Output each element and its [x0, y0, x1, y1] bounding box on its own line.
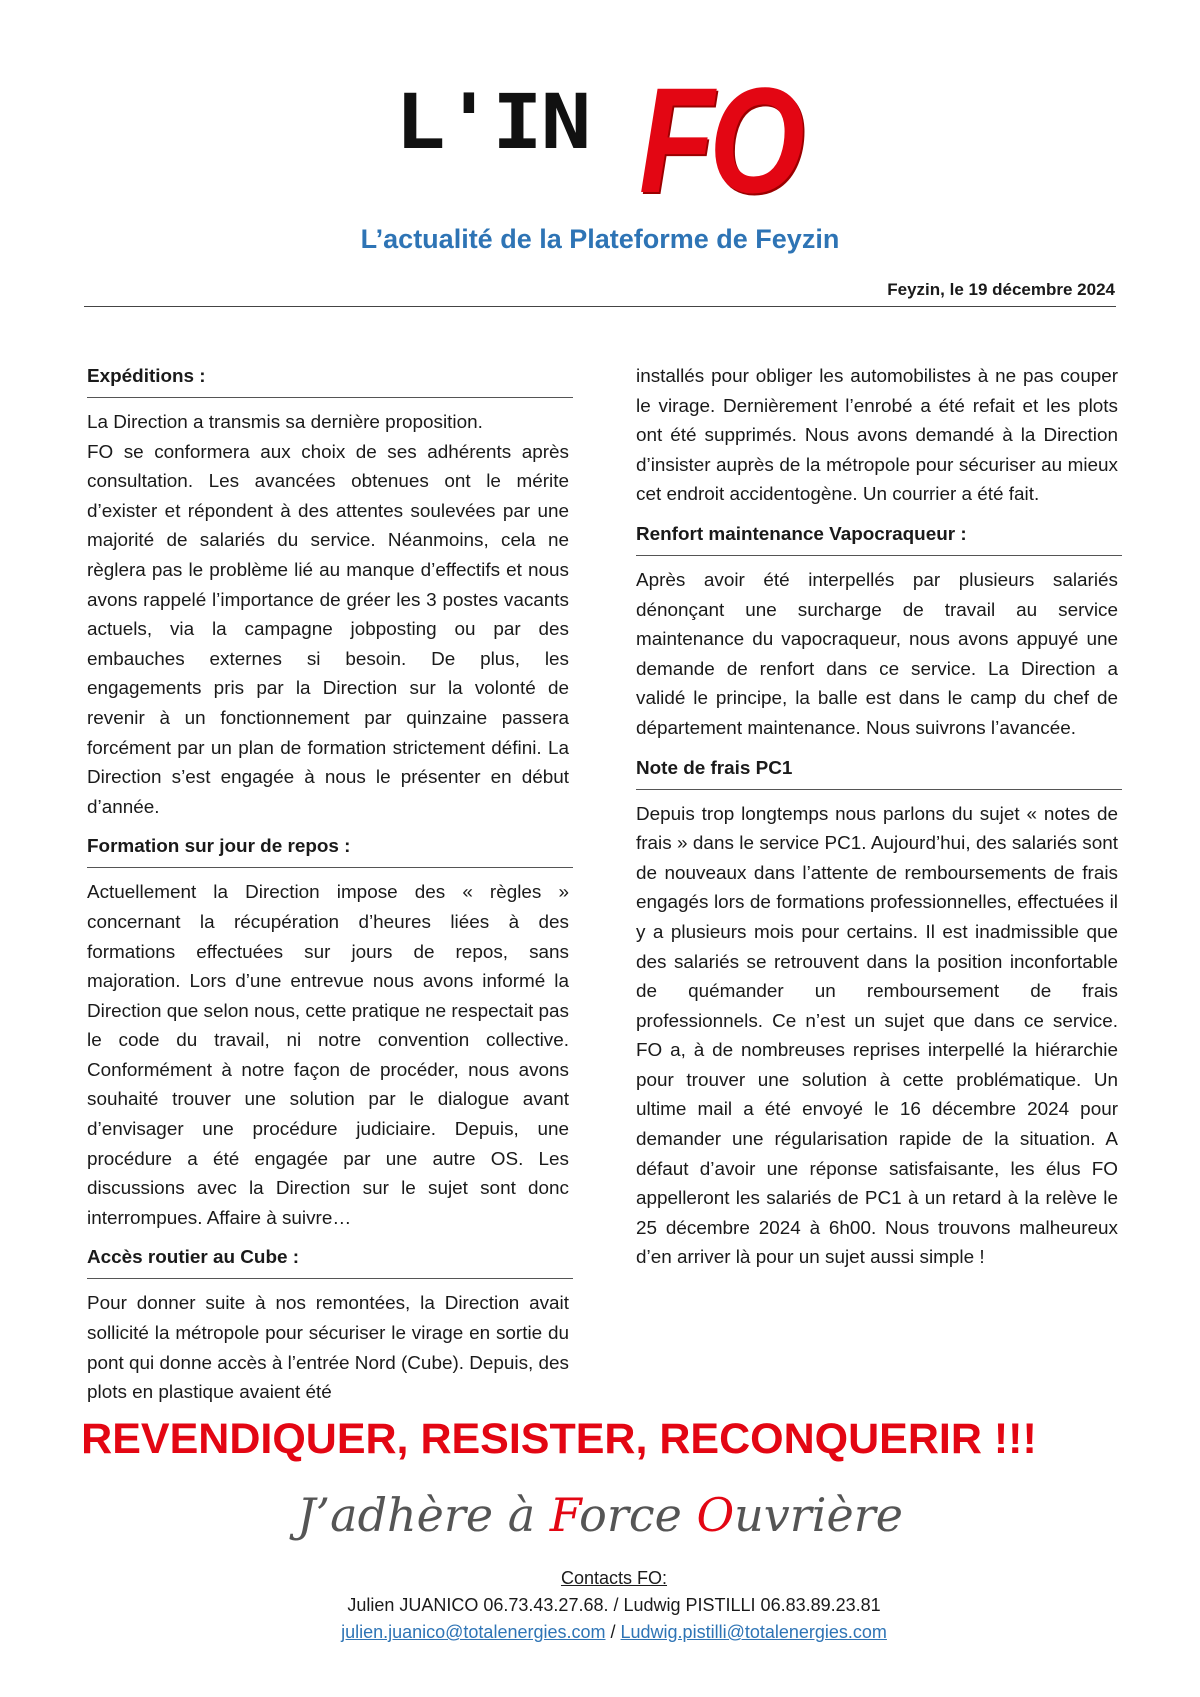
section-title-formation: Formation sur jour de repos : — [87, 832, 573, 868]
adhere-letter-o: O — [696, 1488, 735, 1542]
section-title-expeditions: Expéditions : — [87, 362, 573, 398]
adhere-letter-f: F — [549, 1488, 580, 1542]
adhere-part: J’adhère à — [297, 1488, 550, 1542]
left-column — [87, 362, 569, 1408]
section-text: Actuellement la Direction impose des « règles » concernant la récupération d’heures liées à des formations effectuées sur jours de repos, sans majoration. Lors d’une entrevue nous avons informé la Direction que selon nous, cette pratique ne respectait pas le code du travail, ni notre convention collective. Conformément à notre façon de procéder, nous avons souhaité trouver une solution par le dialogue avant d’envisager une procédure judiciaire. Depuis, une procédure a été engagée par une autre OS. Les discussions avec la Direction sur le sujet sont donc interrompues. Affaire à suivre… — [87, 882, 570, 1229]
header-divider — [84, 306, 1116, 307]
contacts-block — [0, 1565, 1200, 1646]
section-text: Depuis trop longtemps nous parlons du sujet « notes de frais » dans le service PC1. Aujourd’hui, des salariés sont de nouveaux dans l’attente de remboursements de frais engagés lors de formations professionnelles, effectuées il y a plusieurs mois pour certains. Il est inadmissible que des salariés se retrouvent dans la position inconfortable de quémander un remboursement de frais professionnels. Ce n’est un sujet que dans ce service. FO a, à de nombreuses reprises interpellé la hiérarchie pour trouver une solution à cette problématique. Un ultime mail a été envoyé le 16 décembre 2024 pour demander une régularisation rapide de la situation. A défaut d’avoir une réponse satisfaisante, les élus FO appelleront les salariés de PC1 à un retard à la relève le 25 décembre 2024 à 6h00. Nous trouvons malheureux d’en arriver là pour un sujet aussi simple ! — [636, 803, 1118, 1269]
section-text: La Direction a transmis sa dernière proposition. — [87, 412, 483, 433]
right-column — [636, 362, 1118, 1273]
email-link-pistilli[interactable]: Ludwig.pistilli@totalenergies.com — [620, 1622, 887, 1642]
adhere-part: orce — [579, 1488, 697, 1542]
section-title-note-frais: Note de frais PC1 — [636, 754, 1122, 790]
logo-lin-text: L'IN — [395, 78, 590, 167]
section-text: FO se conformera aux choix de ses adhérents après consultation. Les avancées obtenues ont le mérite d’exister et répondent à des attentes soulevées par une majorité de salariés du service. Néanmoins, cela ne règlera pas le problème lié au manque d’effectifs et nous avons rappelé l’importance de gréer les 3 postes vacants actuels, via la campagne jobposting ou par des embauches externes si besoin. De plus, les engagements pris par la Direction sur la volonté de revenir à un fonctionnement par quinzaine passera forcément par un plan de formation strictement défini. La Direction s’est engagée à nous le présenter en début d’année. — [87, 441, 569, 818]
email-link-juanico[interactable]: julien.juanico@totalenergies.com — [341, 1622, 606, 1642]
section-text: Après avoir été interpellés par plusieurs salariés dénonçant une surcharge de travail au service maintenance du vapocraqueur, nous avons appuyé une demande de renfort dans ce service. La Direction a validé le principe, la balle est dans le camp du chef de département maintenance. Nous suivrons l’avancée. — [636, 569, 1118, 739]
slogan: REVENDIQUER, RESISTER, RECONQUERIR !!! — [81, 1415, 1037, 1463]
section-title-acces-cube: Accès routier au Cube : — [87, 1243, 573, 1279]
contacts-emails — [0, 1619, 1200, 1646]
email-separator: / — [605, 1622, 621, 1642]
section-text: Pour donner suite à nos remontées, la Direction avait sollicité la métropole pour sécuriser le virage en sortie du pont qui donne accès à l’entrée Nord (Cube). Depuis, des plots en plastique avaient été — [87, 1293, 569, 1404]
adhere-tagline — [0, 1488, 1200, 1542]
contacts-title: Contacts FO: — [560, 1568, 668, 1588]
dateline: Feyzin, le 19 décembre 2024 — [887, 280, 1115, 299]
logo-fo-text: FO — [639, 56, 800, 224]
section-title-renfort: Renfort maintenance Vapocraqueur : — [636, 520, 1122, 556]
linfo-logo — [395, 56, 805, 224]
section-text: installés pour obliger les automobilistes à ne pas couper le virage. Dernièrement l’enrobé a été refait et les plots ont été supprimés. Nous avons demandé à la Direction d’insister auprès de la métropole pour sécuriser au mieux cet endroit accidentogène. Un courrier a été fait. — [636, 366, 1118, 506]
page-subtitle: L’actualité de la Plateforme de Feyzin — [360, 224, 840, 254]
contacts-phones: Julien JUANICO 06.73.43.27.68. / Ludwig PISTILLI 06.83.89.23.81 — [347, 1595, 881, 1615]
adhere-part: uvrière — [734, 1488, 903, 1542]
